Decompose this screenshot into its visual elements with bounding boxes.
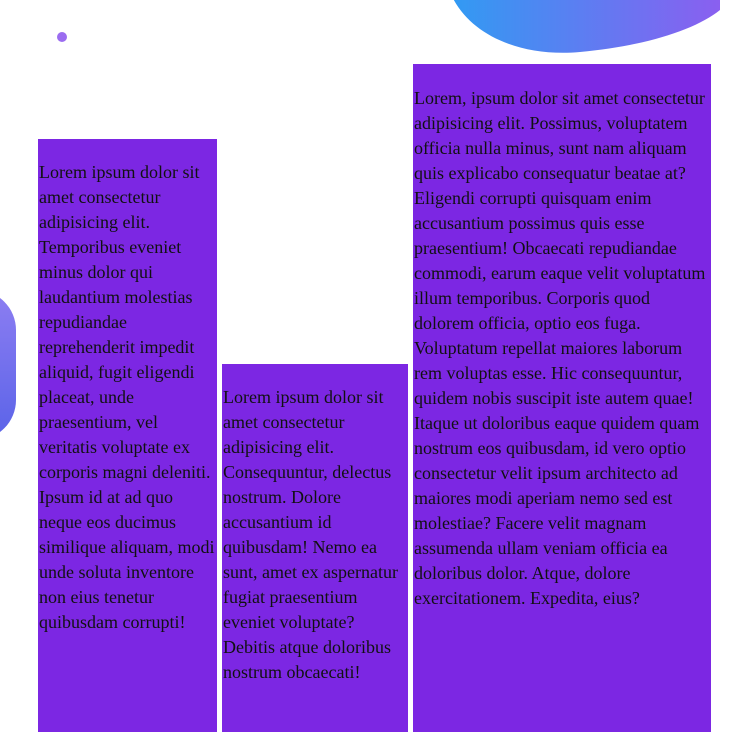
card-middle-text: Lorem ipsum dolor sit amet consectetur adipisicing elit. Consequuntur, delectus nostrum. Dolore accusantium id quibusdam! Nemo ea sunt, amet ex aspernatur fugiat praesentium eveniet voluptate? Debitis atque doloribus nostrum obcaecati! (223, 387, 398, 682)
card-left-text: Lorem ipsum dolor sit amet consectetur adipisicing elit. Temporibus eveniet minus dolor qui laudantium molestias repudiandae reprehenderit impedit aliquid, fugit eligendi placeat, unde praesentium, vel veritatis voluptate ex corporis magni deleniti. Ipsum id at ad quo neque eos ducimus similique aliquam, modi unde soluta inventore non eius tenetur quibusdam corrupti! (39, 162, 215, 632)
card-right (413, 64, 711, 732)
card-middle (222, 364, 408, 732)
decorative-blob-left (0, 290, 16, 440)
card-left (38, 139, 217, 732)
decorative-dot (57, 32, 67, 42)
decorative-blob-top (445, 0, 720, 55)
card-right-text: Lorem, ipsum dolor sit amet consectetur adipisicing elit. Possimus, voluptatem officia nulla minus, sunt nam aliquam quis explicabo consequatur beatae at? Eligendi corrupti quisquam enim accusantium possimus quis esse praesentium! Obcaecati repudiandae commodi, earum eaque velit voluptatum illum temporibus. Corporis quod dolorem officia, optio eos fuga. Voluptatum repellat maiores laborum rem voluptas esse. Hic consequuntur, quidem nobis suscipit iste autem quae! Itaque ut doloribus eaque quidem quam nostrum eos quibusdam, id vero optio consectetur velit ipsum architecto ad maiores modi aperiam nemo sed est molestiae? Facere velit magnam assumenda ullam veniam officia ea doloribus dolor. Atque, dolore exercitationem. Expedita, eius? (414, 88, 706, 608)
